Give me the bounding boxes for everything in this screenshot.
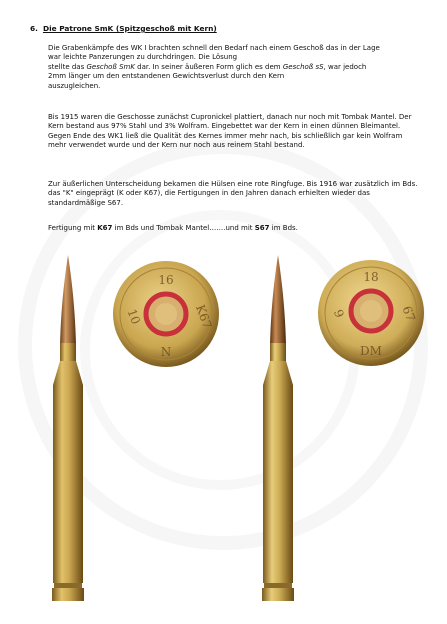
paragraph-intro (48, 44, 420, 91)
marking-text: Zur äußerlichen Unterscheidung bekamen die Hülsen eine rote Ringfuge. Bis 1916 war zusätzlich im Bds. das "K" eingeprägt (K oder K67), die Fertigungen in den Jahren danach erhielten wieder das standardmäßige S67. (48, 180, 418, 207)
paragraph-material (48, 113, 420, 151)
material-text: Bis 1915 waren die Geschosse zunächst Cupronickel plattiert, danach nur noch mit Tombak Mantel. Der Kern bestand aus 97% Stahl und 3% Wolfram. Eingebettet war der Kern in einen dünnen Bleimantel. Gegen Ende des WK1 ließ die Qualität des Kernes immer mehr nach, bis schließlich gar kein Wolfram mehr verwendet wurde und der Kern nur noch aus reinem Stahl bestand. (48, 113, 412, 150)
production-text-c: im Bds und Tombak Mantel…….und mit (112, 224, 255, 232)
headstamp-right: 67 (399, 304, 418, 324)
intro-em-smk: Geschoß SmK (86, 62, 135, 71)
headstamp-photo-k67 (112, 260, 220, 368)
intro-line-1: Die Grabenkämpfe des WK I brachten schnell den Bedarf nach einem Geschoß das in der Lage (48, 44, 380, 52)
intro-line-3c: , war jedoch (323, 62, 367, 71)
production-text-a: Fertigung mit (48, 224, 98, 232)
cartridge-image (48, 255, 88, 601)
headstamp-bottom: DM (360, 344, 382, 358)
intro-em-ss: Geschoß sS (282, 62, 324, 71)
intro-line-3a: stellte das (48, 62, 87, 71)
headstamp-top: 16 (158, 273, 174, 287)
intro-line-5: auszugleichen. (48, 81, 101, 90)
cartridge-image (258, 255, 298, 601)
production-k67: K67 (97, 224, 113, 232)
headstamp-bottom: N (160, 345, 172, 359)
headstamp-left: 9 (330, 307, 347, 320)
headstamp-top: 18 (363, 270, 379, 284)
production-s67: S67 (254, 224, 270, 232)
section-heading (30, 24, 217, 33)
headstamp-left: 10 (124, 307, 143, 327)
paragraph-marking (48, 180, 420, 208)
intro-line-2: war leichte Panzerungen zu durchdringen. Die Lösung (48, 53, 238, 62)
paragraph-production (48, 224, 420, 233)
headstamp-photo-s67 (317, 259, 425, 367)
intro-line-4: 2mm länger um den entstandenen Gewichtsverlust durch den Kern (48, 72, 285, 81)
intro-line-3b: dar. In seiner äußeren Form glich es dem (134, 62, 283, 71)
section-number: 6. (30, 24, 38, 33)
cartridge-photo-s67 (258, 255, 298, 601)
headstamp-image (112, 260, 220, 368)
headstamp-right: K67 (193, 302, 215, 331)
cartridge-photo-k67 (48, 255, 88, 601)
production-text-d: im Bds. (269, 224, 298, 232)
section-title: Die Patrone SmK (Spitzgeschoß mit Kern) (42, 24, 217, 33)
headstamp-image (317, 259, 425, 367)
